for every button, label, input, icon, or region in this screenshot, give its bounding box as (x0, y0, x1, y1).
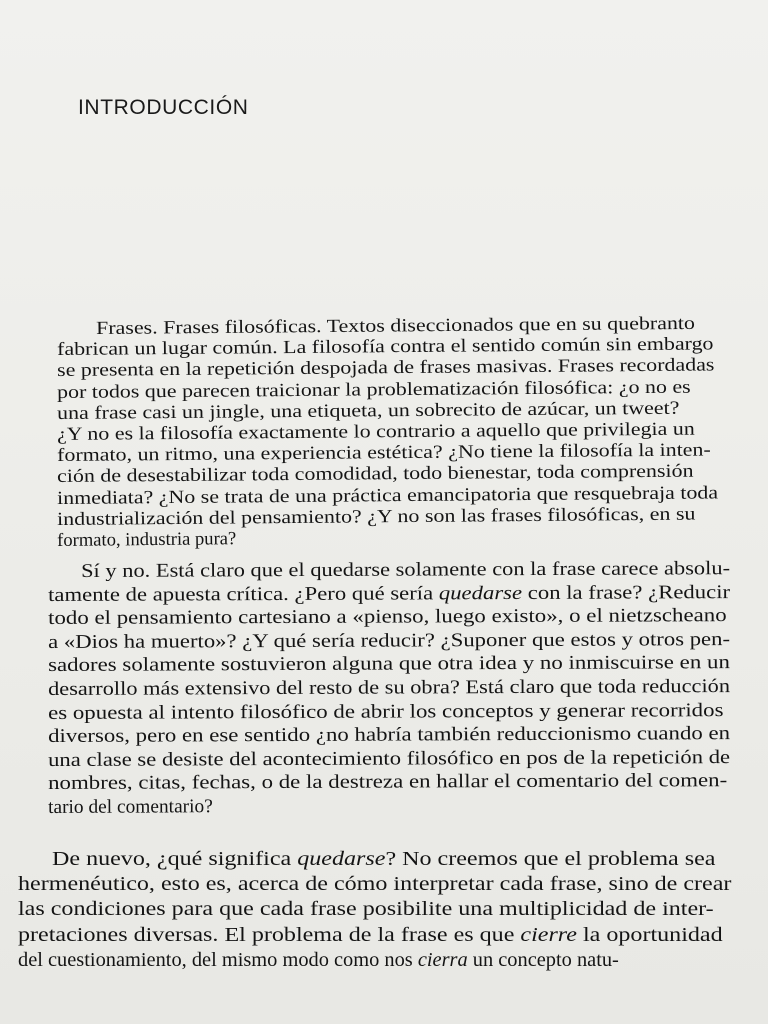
chapter-title: INTRODUCCIÓN (78, 96, 249, 119)
line-text: a «Dios ha muerto»? ¿Y qué sería reducir? ¿Suponer que estos y otros pen- (47, 628, 731, 653)
line-text: con la frase? ¿Reducir (521, 581, 731, 604)
text-line (57, 530, 236, 550)
emphasis-text: quedarse (438, 582, 523, 604)
text-line (48, 701, 724, 723)
text-line (18, 925, 723, 945)
text-line (48, 583, 730, 605)
text-line (48, 724, 730, 746)
line-text: una frase casi un jingle, una etiqueta, un sobrecito de azúcar, un tweet? (56, 397, 680, 424)
line-text: ? No creemos que el problema sea (385, 848, 716, 870)
line-text: ción de desestabilizar toda comodidad, todo bienestar, toda comprensión (56, 460, 694, 488)
text-line (48, 606, 727, 628)
text-line (57, 505, 696, 529)
line-text: Sí y no. Está claro que el quedarse solamente con la frase carece absolu- (80, 558, 731, 582)
text-line (81, 559, 730, 581)
text-line (48, 748, 730, 770)
line-text: formato, un ritmo, una experiencia estética? ¿No tiene la filosofía la inten- (56, 439, 711, 467)
line-text: hermenéutico, esto es, acerca de cómo interpretar cada frase, sino de crear (18, 873, 732, 896)
text-line (18, 950, 619, 970)
line-text: se presenta en la repetición despojada de frases masivas. Frases recordadas (56, 354, 715, 382)
line-text: una clase se desiste del acontecimiento filosófico en pos de la repetición de (47, 746, 731, 771)
line-text: Frases. Frases filosóficas. Textos diseccionados que en su quebranto (95, 312, 696, 339)
line-text: formato, industria pura? (56, 528, 237, 551)
line-text: tario del comentario? (47, 796, 213, 818)
text-line (48, 654, 730, 676)
line-text: diversos, pero en ese sentido ¿no habría también reduccionismo cuando en (47, 723, 731, 748)
line-text: De nuevo, ¿qué significa (52, 848, 298, 870)
emphasis-text: cierre (520, 923, 577, 946)
line-text: tamente de apuesta crítica. ¿Pero qué sería (47, 582, 439, 606)
line-text: es opuesta al intento filosófico de abrir los conceptos y generar recorridos (47, 699, 724, 724)
line-text: pretaciones diversas. El problema de la frase es que (18, 923, 521, 946)
text-line (48, 677, 730, 699)
line-text: del cuestionamiento, del mismo modo como nos (18, 948, 418, 971)
text-line (52, 849, 715, 869)
emphasis-text: cierra (417, 948, 468, 971)
line-text: las condiciones para que cada frase posibilite una multiplicidad de inter- (18, 898, 714, 921)
text-line (18, 874, 731, 894)
line-text: desarrollo más extensivo del resto de su obra? Está claro que toda reducción (47, 676, 731, 700)
emphasis-text: quedarse (297, 848, 386, 870)
line-text: sadores solamente sostuvieron alguna que otra idea y no inmiscuirse en un (47, 652, 730, 677)
text-line (48, 772, 727, 794)
line-text: inmediata? ¿No se trata de una práctica emancipatoria que resquebraja toda (56, 481, 719, 509)
line-text: un concepto natu- (467, 948, 619, 971)
line-text: fabrican un lugar común. La filosofía contra el sentido común sin embargo (56, 333, 714, 361)
line-text: nombres, citas, fechas, o de la destreza en hallar el comentario del comen- (47, 770, 728, 795)
line-text: la oportunidad (576, 923, 723, 946)
text-line (48, 630, 730, 652)
line-text: por todos que parecen traicionar la problematización filosófica: ¿o no es (56, 376, 691, 403)
line-text: industrialización del pensamiento? ¿Y no son las frases filosóficas, en su (56, 503, 696, 530)
line-text: ¿Y no es la filosofía exactamente lo contrario a aquello que privilegia un (56, 418, 695, 445)
text-line (18, 899, 714, 919)
line-text: todo el pensamiento cartesiano a «pienso, luego existo», o el nietzscheano (47, 605, 727, 630)
text-line (48, 797, 213, 817)
